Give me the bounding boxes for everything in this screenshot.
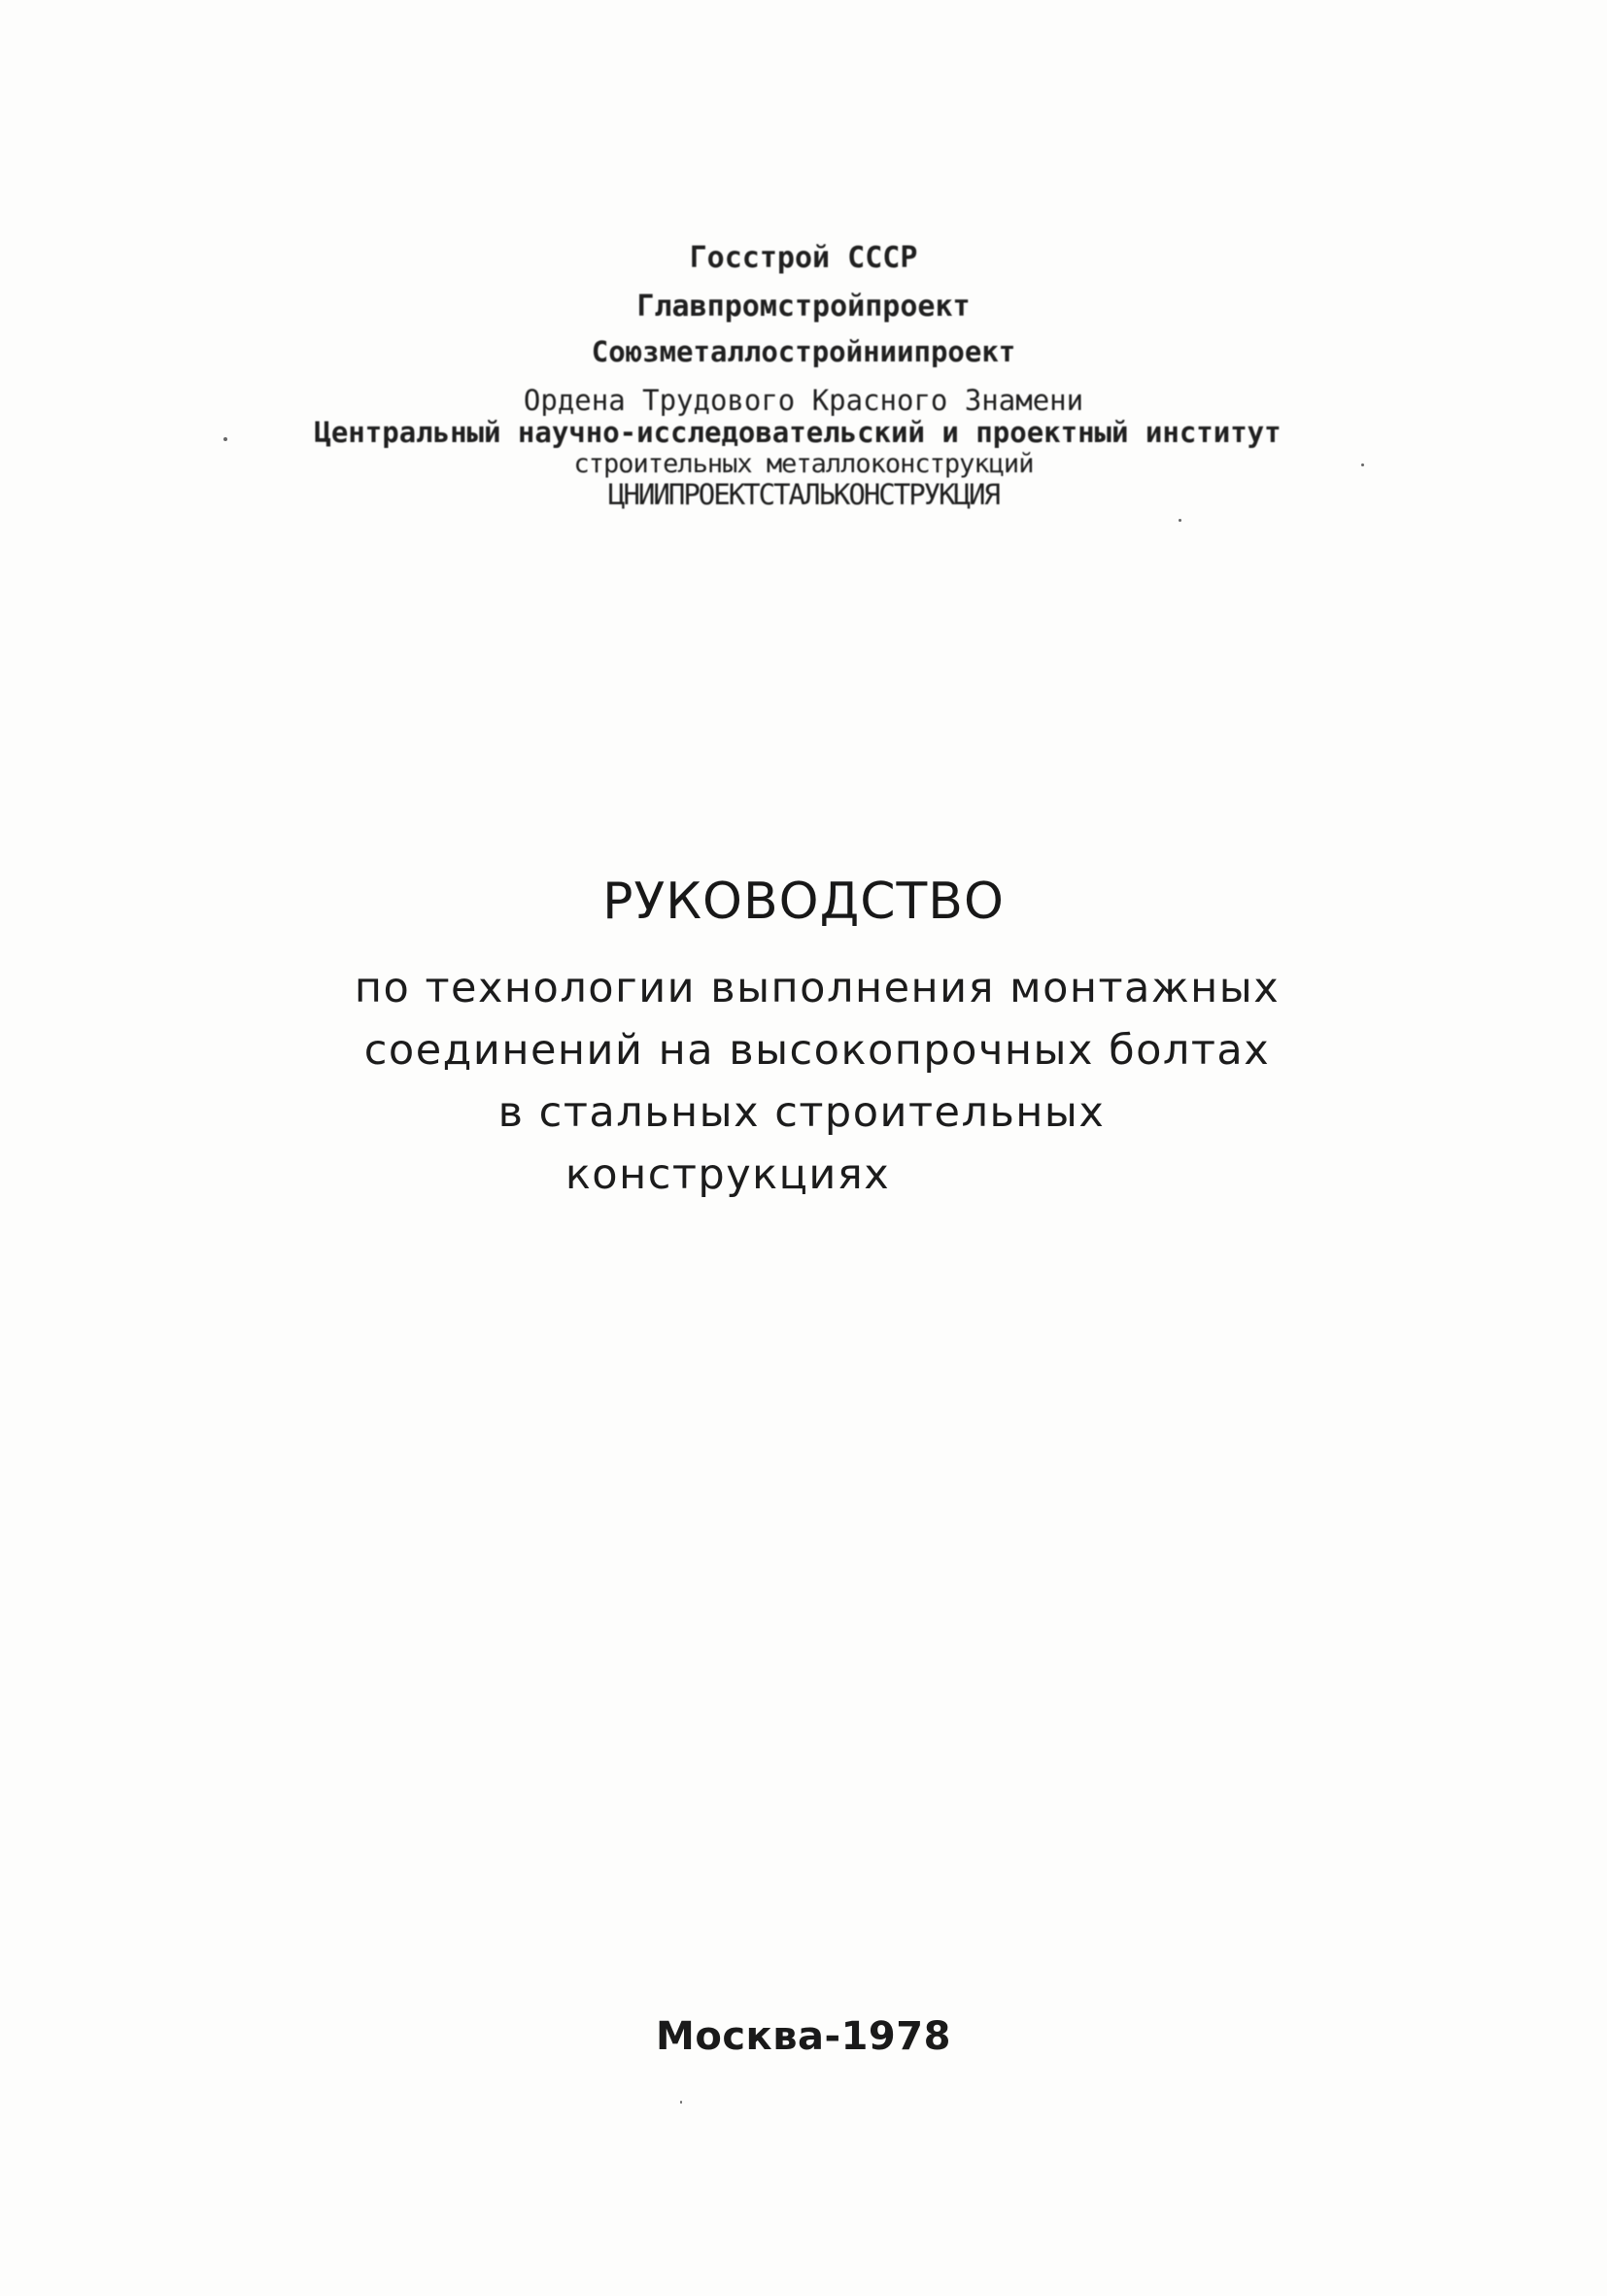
document-title: РУКОВОДСТВО [602, 873, 1005, 931]
subtitle-line-1: по технологии выполнения монтажных [354, 964, 1281, 1012]
scan-speck [680, 2101, 682, 2104]
scan-speck [1179, 519, 1181, 522]
subtitle-line-2: соединений на высокопрочных болтах [363, 1026, 1271, 1075]
subtitle-line-3: в стальных строительных [497, 1088, 1106, 1137]
header-line-glavpromstroyproekt: Главпромстройпроект [636, 290, 971, 324]
header-line-order: Ордена Трудового Красного Знамени [523, 384, 1084, 417]
place-and-year: Москва-1978 [656, 2014, 951, 2059]
subtitle-line-4: конструкциях [564, 1150, 891, 1199]
header-line-soyuzmetallostroy: Союзметаллостройниипроект [591, 335, 1016, 368]
header-line-acronym: ЦНИИПРОЕКТСТАЛЬКОНСТРУКЦИЯ [608, 478, 999, 511]
header-line-metal-structures: строительных металлоконструкций [573, 449, 1034, 479]
scan-speck [1361, 463, 1364, 466]
scan-speck [223, 437, 227, 441]
header-line-institute: Центральный научно-исследовательский и проектный институт [314, 416, 1282, 449]
header-line-gosstroy: Госстрой СССР [689, 241, 918, 275]
